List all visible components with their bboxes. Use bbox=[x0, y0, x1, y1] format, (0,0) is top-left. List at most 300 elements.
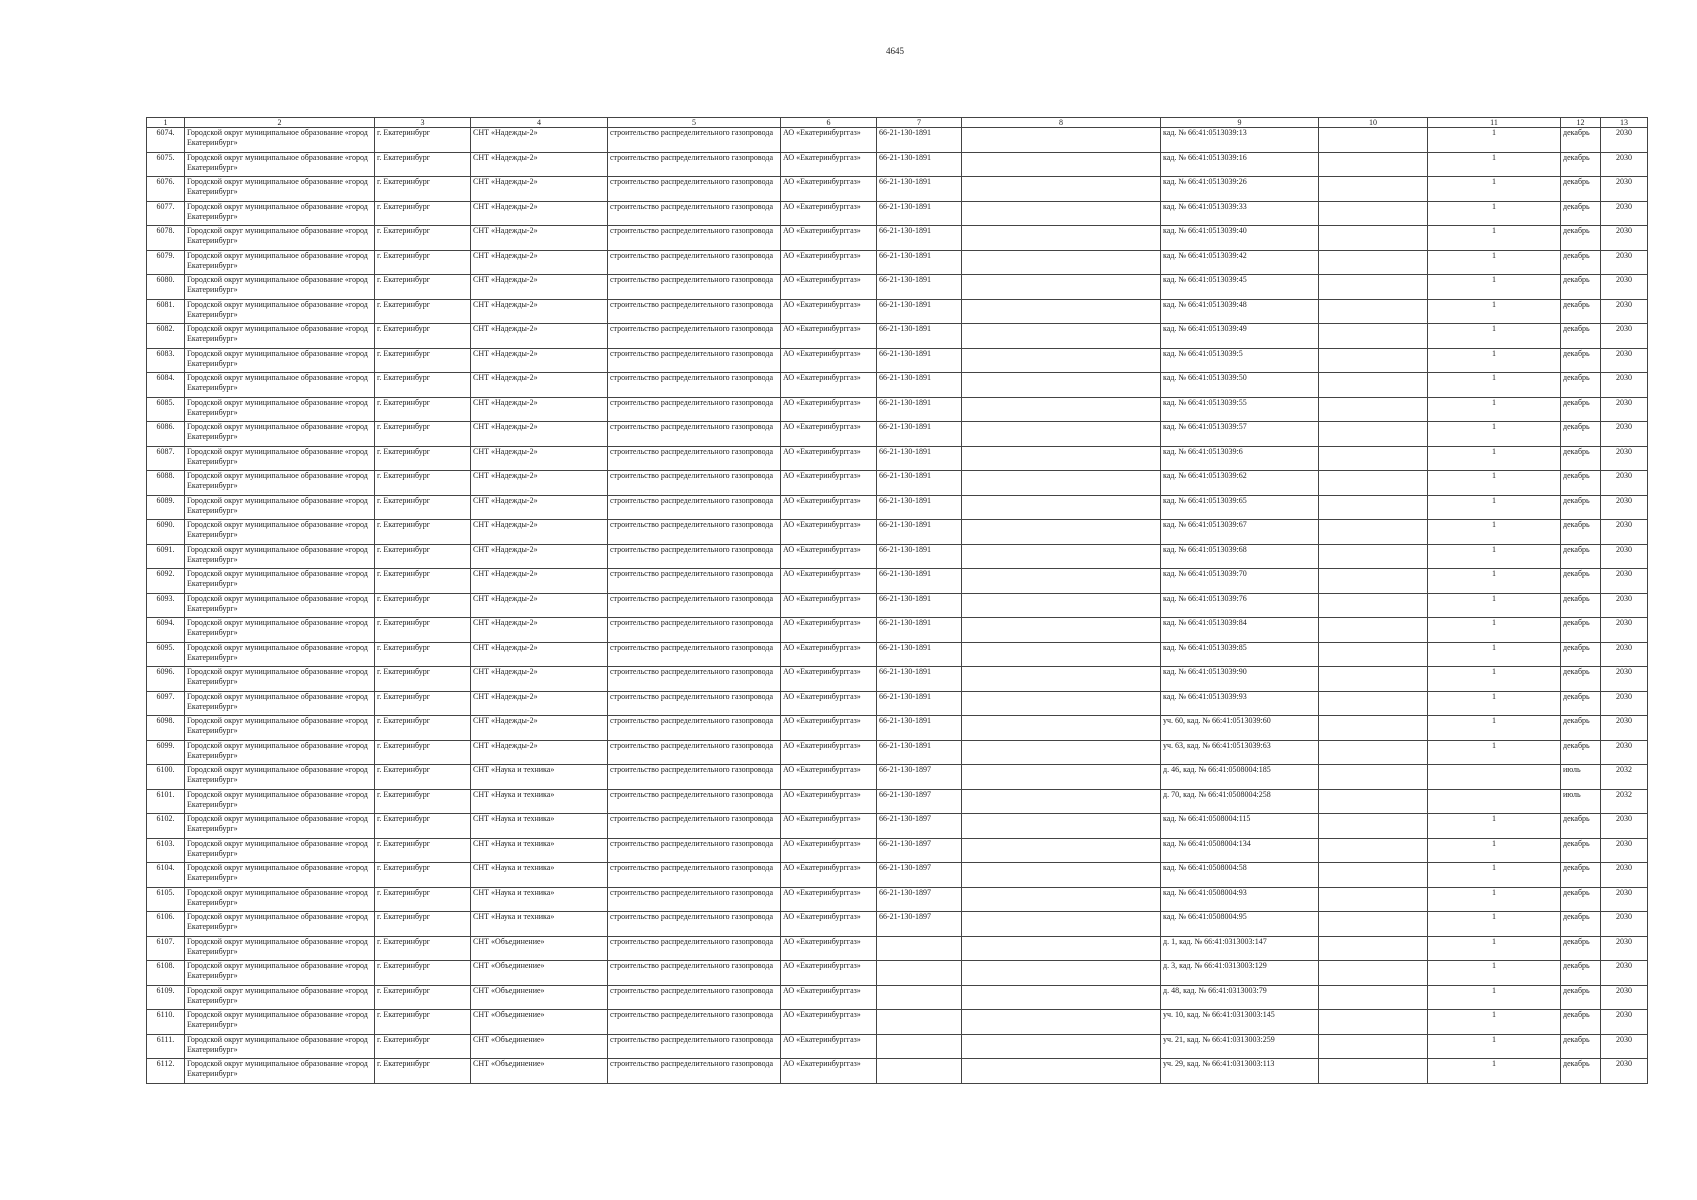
cell-operator: АО «Екатеринбурггаз» bbox=[781, 544, 877, 569]
cell-quantity: 1 bbox=[1428, 936, 1561, 961]
cell-col8 bbox=[962, 936, 1161, 961]
cell-operator: АО «Екатеринбурггаз» bbox=[781, 691, 877, 716]
cell-registry-number: 66-21-130-1897 bbox=[877, 814, 962, 839]
column-header-1: 1 bbox=[147, 118, 185, 128]
cell-col10 bbox=[1319, 642, 1428, 667]
cell-year: 2030 bbox=[1601, 471, 1648, 496]
table-row bbox=[147, 324, 1648, 349]
cell-operator: АО «Екатеринбурггаз» bbox=[781, 373, 877, 398]
cell-row-number: 6096. bbox=[147, 667, 185, 692]
cell-year: 2030 bbox=[1601, 520, 1648, 545]
cell-month: декабрь bbox=[1561, 593, 1601, 618]
cell-row-number: 6086. bbox=[147, 422, 185, 447]
cell-purpose: строительство распределительного газопровода bbox=[608, 789, 781, 814]
cell-purpose: строительство распределительного газопровода bbox=[608, 887, 781, 912]
cell-purpose: строительство распределительного газопровода bbox=[608, 201, 781, 226]
cell-owner: Городской округ муниципальное образование «город Екатеринбург» bbox=[185, 961, 375, 986]
cell-owner: Городской округ муниципальное образование «город Екатеринбург» bbox=[185, 152, 375, 177]
cell-owner: Городской округ муниципальное образование «город Екатеринбург» bbox=[185, 324, 375, 349]
cell-owner: Городской округ муниципальное образование «город Екатеринбург» bbox=[185, 985, 375, 1010]
cell-operator: АО «Екатеринбурггаз» bbox=[781, 128, 877, 153]
cell-row-number: 6079. bbox=[147, 250, 185, 275]
cell-registry-number: 66-21-130-1891 bbox=[877, 128, 962, 153]
cell-col10 bbox=[1319, 814, 1428, 839]
cell-snt: СНТ «Надежды-2» bbox=[471, 250, 608, 275]
cell-snt: СНТ «Надежды-2» bbox=[471, 716, 608, 741]
cell-snt: СНТ «Надежды-2» bbox=[471, 373, 608, 398]
cell-owner: Городской округ муниципальное образование «город Екатеринбург» bbox=[185, 544, 375, 569]
cell-operator: АО «Екатеринбурггаз» bbox=[781, 177, 877, 202]
cell-purpose: строительство распределительного газопровода bbox=[608, 642, 781, 667]
cell-year: 2030 bbox=[1601, 201, 1648, 226]
cell-operator: АО «Екатеринбурггаз» bbox=[781, 250, 877, 275]
cell-purpose: строительство распределительного газопровода bbox=[608, 226, 781, 251]
cell-city: г. Екатеринбург bbox=[375, 789, 471, 814]
cell-quantity: 1 bbox=[1428, 152, 1561, 177]
cell-row-number: 6111. bbox=[147, 1034, 185, 1059]
cell-registry-number: 66-21-130-1891 bbox=[877, 471, 962, 496]
cell-registry-number: 66-21-130-1897 bbox=[877, 789, 962, 814]
cell-month: декабрь bbox=[1561, 544, 1601, 569]
cell-col10 bbox=[1319, 250, 1428, 275]
cell-purpose: строительство распределительного газопровода bbox=[608, 716, 781, 741]
cell-registry-number: 66-21-130-1897 bbox=[877, 838, 962, 863]
cell-operator: АО «Екатеринбурггаз» bbox=[781, 1059, 877, 1084]
cell-operator: АО «Екатеринбурггаз» bbox=[781, 814, 877, 839]
cell-purpose: строительство распределительного газопровода bbox=[608, 275, 781, 300]
cell-purpose: строительство распределительного газопровода bbox=[608, 544, 781, 569]
cell-snt: СНТ «Надежды-2» bbox=[471, 397, 608, 422]
cell-month: декабрь bbox=[1561, 1059, 1601, 1084]
cell-registry-number: 66-21-130-1897 bbox=[877, 887, 962, 912]
cell-col8 bbox=[962, 397, 1161, 422]
cell-col10 bbox=[1319, 789, 1428, 814]
cell-owner: Городской округ муниципальное образование «город Екатеринбург» bbox=[185, 814, 375, 839]
cell-city: г. Екатеринбург bbox=[375, 618, 471, 643]
cell-row-number: 6078. bbox=[147, 226, 185, 251]
cell-cadastral: д. 70, кад. № 66:41:0508004:258 bbox=[1161, 789, 1319, 814]
cell-operator: АО «Екатеринбурггаз» bbox=[781, 593, 877, 618]
cell-snt: СНТ «Объединение» bbox=[471, 1010, 608, 1035]
cell-month: декабрь bbox=[1561, 985, 1601, 1010]
cell-operator: АО «Екатеринбурггаз» bbox=[781, 618, 877, 643]
cell-quantity: 1 bbox=[1428, 177, 1561, 202]
cell-city: г. Екатеринбург bbox=[375, 863, 471, 888]
cell-operator: АО «Екатеринбурггаз» bbox=[781, 495, 877, 520]
cell-month: июль bbox=[1561, 765, 1601, 790]
cell-operator: АО «Екатеринбурггаз» bbox=[781, 863, 877, 888]
cell-registry-number: 66-21-130-1891 bbox=[877, 422, 962, 447]
table-row bbox=[147, 348, 1648, 373]
cell-year: 2030 bbox=[1601, 642, 1648, 667]
cell-cadastral: кад. № 66:41:0513039:13 bbox=[1161, 128, 1319, 153]
cell-snt: СНТ «Надежды-2» bbox=[471, 348, 608, 373]
cell-row-number: 6100. bbox=[147, 765, 185, 790]
table-row bbox=[147, 961, 1648, 986]
cell-col8 bbox=[962, 520, 1161, 545]
cell-snt: СНТ «Надежды-2» bbox=[471, 471, 608, 496]
cell-cadastral: кад. № 66:41:0513039:65 bbox=[1161, 495, 1319, 520]
cell-cadastral: уч. 60, кад. № 66:41:0513039:60 bbox=[1161, 716, 1319, 741]
cell-cadastral: кад. № 66:41:0508004:134 bbox=[1161, 838, 1319, 863]
cell-quantity: 1 bbox=[1428, 642, 1561, 667]
cell-cadastral: кад. № 66:41:0513039:45 bbox=[1161, 275, 1319, 300]
column-header-13: 13 bbox=[1601, 118, 1648, 128]
cell-cadastral: кад. № 66:41:0513039:42 bbox=[1161, 250, 1319, 275]
cell-row-number: 6108. bbox=[147, 961, 185, 986]
cell-year: 2032 bbox=[1601, 789, 1648, 814]
cell-month: декабрь bbox=[1561, 128, 1601, 153]
cell-quantity: 1 bbox=[1428, 593, 1561, 618]
table-row bbox=[147, 250, 1648, 275]
cell-quantity: 1 bbox=[1428, 544, 1561, 569]
cell-cadastral: кад. № 66:41:0513039:67 bbox=[1161, 520, 1319, 545]
cell-operator: АО «Екатеринбурггаз» bbox=[781, 422, 877, 447]
table-body bbox=[147, 128, 1648, 1084]
cell-purpose: строительство распределительного газопровода bbox=[608, 177, 781, 202]
cell-operator: АО «Екатеринбурггаз» bbox=[781, 397, 877, 422]
cell-operator: АО «Екатеринбурггаз» bbox=[781, 471, 877, 496]
cell-snt: СНТ «Надежды-2» bbox=[471, 593, 608, 618]
column-header-7: 7 bbox=[877, 118, 962, 128]
cell-year: 2030 bbox=[1601, 348, 1648, 373]
cell-owner: Городской округ муниципальное образование «город Екатеринбург» bbox=[185, 128, 375, 153]
table-row bbox=[147, 814, 1648, 839]
cell-registry-number: 66-21-130-1891 bbox=[877, 201, 962, 226]
cell-year: 2030 bbox=[1601, 299, 1648, 324]
cell-col10 bbox=[1319, 446, 1428, 471]
cell-col8 bbox=[962, 912, 1161, 937]
cell-owner: Городской округ муниципальное образование «город Екатеринбург» bbox=[185, 912, 375, 937]
cell-snt: СНТ «Надежды-2» bbox=[471, 226, 608, 251]
cell-col8 bbox=[962, 422, 1161, 447]
cell-month: декабрь bbox=[1561, 152, 1601, 177]
cell-month: декабрь bbox=[1561, 495, 1601, 520]
cell-col10 bbox=[1319, 887, 1428, 912]
cell-snt: СНТ «Надежды-2» bbox=[471, 691, 608, 716]
cell-year: 2030 bbox=[1601, 128, 1648, 153]
cell-col10 bbox=[1319, 912, 1428, 937]
table-row bbox=[147, 373, 1648, 398]
cell-month: декабрь bbox=[1561, 642, 1601, 667]
cell-owner: Городской округ муниципальное образование «город Екатеринбург» bbox=[185, 740, 375, 765]
cell-registry-number: 66-21-130-1891 bbox=[877, 495, 962, 520]
cell-month: декабрь bbox=[1561, 201, 1601, 226]
header-row bbox=[147, 118, 1648, 128]
cell-purpose: строительство распределительного газопровода bbox=[608, 618, 781, 643]
cell-city: г. Екатеринбург bbox=[375, 985, 471, 1010]
cell-city: г. Екатеринбург bbox=[375, 667, 471, 692]
cell-col8 bbox=[962, 275, 1161, 300]
cell-city: г. Екатеринбург bbox=[375, 324, 471, 349]
table-row bbox=[147, 397, 1648, 422]
cell-snt: СНТ «Наука и техника» bbox=[471, 912, 608, 937]
cell-city: г. Екатеринбург bbox=[375, 642, 471, 667]
cell-quantity: 1 bbox=[1428, 201, 1561, 226]
cell-owner: Городской округ муниципальное образование «город Екатеринбург» bbox=[185, 716, 375, 741]
cell-month: декабрь bbox=[1561, 226, 1601, 251]
cell-cadastral: д. 48, кад. № 66:41:0313003:79 bbox=[1161, 985, 1319, 1010]
cell-row-number: 6076. bbox=[147, 177, 185, 202]
cell-purpose: строительство распределительного газопровода bbox=[608, 250, 781, 275]
cell-owner: Городской округ муниципальное образование «город Екатеринбург» bbox=[185, 348, 375, 373]
table-row bbox=[147, 1034, 1648, 1059]
table-row bbox=[147, 201, 1648, 226]
cell-quantity: 1 bbox=[1428, 814, 1561, 839]
cell-col10 bbox=[1319, 740, 1428, 765]
cell-col10 bbox=[1319, 275, 1428, 300]
cell-col10 bbox=[1319, 569, 1428, 594]
table-row bbox=[147, 299, 1648, 324]
cell-col10 bbox=[1319, 936, 1428, 961]
cell-purpose: строительство распределительного газопровода bbox=[608, 446, 781, 471]
cell-quantity: 1 bbox=[1428, 275, 1561, 300]
cell-month: декабрь bbox=[1561, 373, 1601, 398]
cell-owner: Городской округ муниципальное образование «город Екатеринбург» bbox=[185, 863, 375, 888]
cell-owner: Городской округ муниципальное образование «город Екатеринбург» bbox=[185, 177, 375, 202]
cell-year: 2030 bbox=[1601, 373, 1648, 398]
cell-col10 bbox=[1319, 348, 1428, 373]
cell-registry-number: 66-21-130-1891 bbox=[877, 446, 962, 471]
table-row bbox=[147, 618, 1648, 643]
cell-col8 bbox=[962, 250, 1161, 275]
cell-cadastral: кад. № 66:41:0513039:26 bbox=[1161, 177, 1319, 202]
cell-owner: Городской округ муниципальное образование «город Екатеринбург» bbox=[185, 495, 375, 520]
cell-row-number: 6092. bbox=[147, 569, 185, 594]
table-row bbox=[147, 471, 1648, 496]
table-row bbox=[147, 544, 1648, 569]
cell-col8 bbox=[962, 152, 1161, 177]
column-header-6: 6 bbox=[781, 118, 877, 128]
cell-city: г. Екатеринбург bbox=[375, 422, 471, 447]
table-row bbox=[147, 667, 1648, 692]
cell-registry-number: 66-21-130-1891 bbox=[877, 740, 962, 765]
cell-snt: СНТ «Надежды-2» bbox=[471, 275, 608, 300]
cell-purpose: строительство распределительного газопровода bbox=[608, 1010, 781, 1035]
cell-col8 bbox=[962, 471, 1161, 496]
cell-registry-number: 66-21-130-1897 bbox=[877, 863, 962, 888]
cell-col8 bbox=[962, 618, 1161, 643]
cell-month: декабрь bbox=[1561, 863, 1601, 888]
cell-registry-number: 66-21-130-1891 bbox=[877, 152, 962, 177]
cell-purpose: строительство распределительного газопровода bbox=[608, 299, 781, 324]
cell-purpose: строительство распределительного газопровода bbox=[608, 569, 781, 594]
cell-year: 2030 bbox=[1601, 422, 1648, 447]
cell-col8 bbox=[962, 177, 1161, 202]
cell-col8 bbox=[962, 324, 1161, 349]
cell-col8 bbox=[962, 838, 1161, 863]
cell-col10 bbox=[1319, 985, 1428, 1010]
cell-registry-number: 66-21-130-1891 bbox=[877, 618, 962, 643]
cell-cadastral: кад. № 66:41:0513039:76 bbox=[1161, 593, 1319, 618]
cell-row-number: 6081. bbox=[147, 299, 185, 324]
cell-year: 2030 bbox=[1601, 863, 1648, 888]
cell-year: 2030 bbox=[1601, 716, 1648, 741]
cell-city: г. Екатеринбург bbox=[375, 152, 471, 177]
cell-owner: Городской округ муниципальное образование «город Екатеринбург» bbox=[185, 789, 375, 814]
cell-col8 bbox=[962, 373, 1161, 398]
cell-quantity: 1 bbox=[1428, 912, 1561, 937]
cell-registry-number: 66-21-130-1891 bbox=[877, 593, 962, 618]
table-row bbox=[147, 1059, 1648, 1084]
cell-registry-number: 66-21-130-1897 bbox=[877, 765, 962, 790]
cell-purpose: строительство распределительного газопровода bbox=[608, 838, 781, 863]
cell-city: г. Екатеринбург bbox=[375, 838, 471, 863]
cell-row-number: 6095. bbox=[147, 642, 185, 667]
cell-cadastral: кад. № 66:41:0513039:70 bbox=[1161, 569, 1319, 594]
cell-year: 2030 bbox=[1601, 887, 1648, 912]
column-header-2: 2 bbox=[185, 118, 375, 128]
cell-snt: СНТ «Надежды-2» bbox=[471, 152, 608, 177]
cell-operator: АО «Екатеринбурггаз» bbox=[781, 716, 877, 741]
cell-snt: СНТ «Наука и техника» bbox=[471, 863, 608, 888]
cell-city: г. Екатеринбург bbox=[375, 520, 471, 545]
cell-registry-number: 66-21-130-1891 bbox=[877, 667, 962, 692]
cell-registry-number: 66-21-130-1891 bbox=[877, 250, 962, 275]
cell-col8 bbox=[962, 667, 1161, 692]
cell-row-number: 6088. bbox=[147, 471, 185, 496]
cell-year: 2030 bbox=[1601, 1034, 1648, 1059]
cell-month: декабрь bbox=[1561, 275, 1601, 300]
cell-snt: СНТ «Надежды-2» bbox=[471, 446, 608, 471]
cell-purpose: строительство распределительного газопровода bbox=[608, 348, 781, 373]
cell-purpose: строительство распределительного газопровода bbox=[608, 814, 781, 839]
cell-snt: СНТ «Надежды-2» bbox=[471, 544, 608, 569]
cell-operator: АО «Екатеринбурггаз» bbox=[781, 936, 877, 961]
cell-year: 2030 bbox=[1601, 152, 1648, 177]
cell-city: г. Екатеринбург bbox=[375, 1059, 471, 1084]
table-row bbox=[147, 569, 1648, 594]
cell-cadastral: кад. № 66:41:0508004:58 bbox=[1161, 863, 1319, 888]
cell-row-number: 6074. bbox=[147, 128, 185, 153]
cell-registry-number: 66-21-130-1891 bbox=[877, 226, 962, 251]
cell-snt: СНТ «Наука и техника» bbox=[471, 887, 608, 912]
cell-registry-number: 66-21-130-1891 bbox=[877, 716, 962, 741]
cell-purpose: строительство распределительного газопровода bbox=[608, 936, 781, 961]
cell-row-number: 6093. bbox=[147, 593, 185, 618]
cell-quantity: 1 bbox=[1428, 250, 1561, 275]
cell-owner: Городской округ муниципальное образование «город Екатеринбург» bbox=[185, 373, 375, 398]
cell-registry-number: 66-21-130-1891 bbox=[877, 299, 962, 324]
cell-quantity: 1 bbox=[1428, 985, 1561, 1010]
cell-col8 bbox=[962, 495, 1161, 520]
cell-month: декабрь bbox=[1561, 520, 1601, 545]
cell-year: 2030 bbox=[1601, 740, 1648, 765]
cell-snt: СНТ «Надежды-2» bbox=[471, 422, 608, 447]
cell-quantity: 1 bbox=[1428, 716, 1561, 741]
cell-row-number: 6102. bbox=[147, 814, 185, 839]
cell-row-number: 6101. bbox=[147, 789, 185, 814]
cell-city: г. Екатеринбург bbox=[375, 373, 471, 398]
cell-registry-number: 66-21-130-1891 bbox=[877, 397, 962, 422]
cell-col10 bbox=[1319, 544, 1428, 569]
cell-row-number: 6080. bbox=[147, 275, 185, 300]
cell-col8 bbox=[962, 1034, 1161, 1059]
cell-quantity: 1 bbox=[1428, 495, 1561, 520]
cell-quantity bbox=[1428, 789, 1561, 814]
cell-owner: Городской округ муниципальное образование «город Екатеринбург» bbox=[185, 422, 375, 447]
cell-year: 2030 bbox=[1601, 1010, 1648, 1035]
cell-owner: Городской округ муниципальное образование «город Екатеринбург» bbox=[185, 569, 375, 594]
cell-city: г. Екатеринбург bbox=[375, 912, 471, 937]
cell-col10 bbox=[1319, 838, 1428, 863]
cell-month: декабрь bbox=[1561, 838, 1601, 863]
cell-month: декабрь bbox=[1561, 324, 1601, 349]
cell-row-number: 6084. bbox=[147, 373, 185, 398]
cell-row-number: 6109. bbox=[147, 985, 185, 1010]
cell-col10 bbox=[1319, 1034, 1428, 1059]
cell-row-number: 6090. bbox=[147, 520, 185, 545]
cell-purpose: строительство распределительного газопровода bbox=[608, 324, 781, 349]
cell-quantity: 1 bbox=[1428, 324, 1561, 349]
cell-row-number: 6085. bbox=[147, 397, 185, 422]
cell-month: декабрь bbox=[1561, 471, 1601, 496]
cell-col8 bbox=[962, 1010, 1161, 1035]
cell-city: г. Екатеринбург bbox=[375, 814, 471, 839]
cell-snt: СНТ «Надежды-2» bbox=[471, 642, 608, 667]
cell-quantity: 1 bbox=[1428, 838, 1561, 863]
cell-col8 bbox=[962, 642, 1161, 667]
cell-month: декабрь bbox=[1561, 691, 1601, 716]
cell-registry-number bbox=[877, 985, 962, 1010]
cell-city: г. Екатеринбург bbox=[375, 936, 471, 961]
cell-cadastral: кад. № 66:41:0513039:40 bbox=[1161, 226, 1319, 251]
cell-month: декабрь bbox=[1561, 618, 1601, 643]
table-row bbox=[147, 863, 1648, 888]
cell-col8 bbox=[962, 1059, 1161, 1084]
cell-month: декабрь bbox=[1561, 936, 1601, 961]
cell-quantity: 1 bbox=[1428, 471, 1561, 496]
cell-owner: Городской округ муниципальное образование «город Екатеринбург» bbox=[185, 642, 375, 667]
cell-cadastral: кад. № 66:41:0513039:55 bbox=[1161, 397, 1319, 422]
table-row bbox=[147, 1010, 1648, 1035]
cell-row-number: 6110. bbox=[147, 1010, 185, 1035]
cell-operator: АО «Екатеринбурггаз» bbox=[781, 912, 877, 937]
table-row bbox=[147, 642, 1648, 667]
cell-city: г. Екатеринбург bbox=[375, 446, 471, 471]
cell-snt: СНТ «Надежды-2» bbox=[471, 740, 608, 765]
cell-col10 bbox=[1319, 152, 1428, 177]
cell-col10 bbox=[1319, 299, 1428, 324]
cell-snt: СНТ «Надежды-2» bbox=[471, 128, 608, 153]
cell-owner: Городской округ муниципальное образование «город Екатеринбург» bbox=[185, 1010, 375, 1035]
cell-cadastral: кад. № 66:41:0513039:49 bbox=[1161, 324, 1319, 349]
table-row bbox=[147, 495, 1648, 520]
cell-city: г. Екатеринбург bbox=[375, 593, 471, 618]
cell-operator: АО «Екатеринбурггаз» bbox=[781, 299, 877, 324]
cell-year: 2030 bbox=[1601, 495, 1648, 520]
cell-month: декабрь bbox=[1561, 887, 1601, 912]
cell-cadastral: д. 3, кад. № 66:41:0313003:129 bbox=[1161, 961, 1319, 986]
cell-city: г. Екатеринбург bbox=[375, 471, 471, 496]
cell-city: г. Екатеринбург bbox=[375, 299, 471, 324]
cell-col10 bbox=[1319, 765, 1428, 790]
cell-registry-number: 66-21-130-1891 bbox=[877, 373, 962, 398]
cell-month: декабрь bbox=[1561, 1034, 1601, 1059]
cell-cadastral: кад. № 66:41:0513039:84 bbox=[1161, 618, 1319, 643]
cell-registry-number: 66-21-130-1891 bbox=[877, 691, 962, 716]
cell-cadastral: уч. 21, кад. № 66:41:0313003:259 bbox=[1161, 1034, 1319, 1059]
cell-owner: Городской округ муниципальное образование «город Екатеринбург» bbox=[185, 250, 375, 275]
cell-purpose: строительство распределительного газопровода bbox=[608, 863, 781, 888]
cell-purpose: строительство распределительного газопровода bbox=[608, 1034, 781, 1059]
cell-cadastral: кад. № 66:41:0513039:62 bbox=[1161, 471, 1319, 496]
cell-month: декабрь bbox=[1561, 912, 1601, 937]
cell-city: г. Екатеринбург bbox=[375, 1034, 471, 1059]
cell-purpose: строительство распределительного газопровода bbox=[608, 397, 781, 422]
cell-city: г. Екатеринбург bbox=[375, 397, 471, 422]
column-header-4: 4 bbox=[471, 118, 608, 128]
